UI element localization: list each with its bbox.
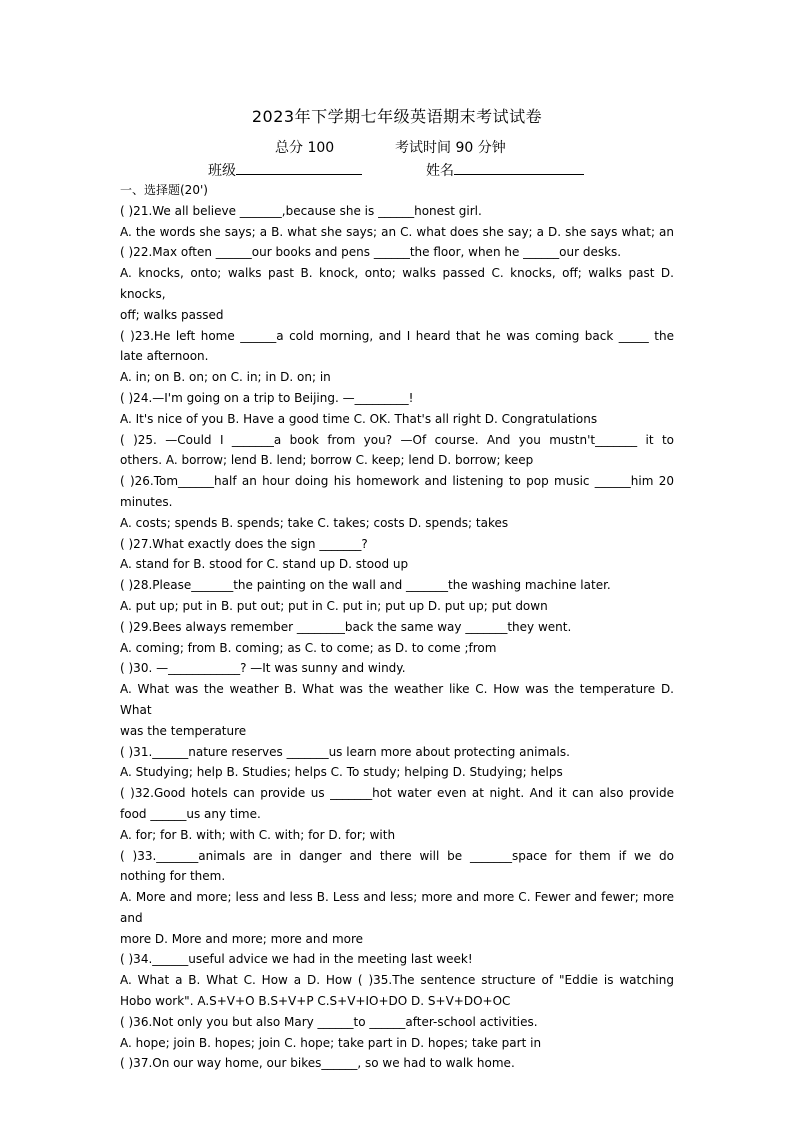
text-line: A. the words she says; a B. what she says; an C. what does she say; a D. she says what; an <box>120 224 674 239</box>
text-line: A. costs; spends B. spends; take C. takes; costs D. spends; takes <box>120 515 509 530</box>
text-line: ( )25. —Could I _______a book from you? —Of course. And you mustn't_______ it to <box>120 432 674 447</box>
text-line: ( )32.Good hotels can provide us _______hot water even at night. And it can also provide <box>120 786 674 801</box>
text-line: A. knocks, onto; walks past B. knock, onto; walks passed C. knocks, off; walks past D. knocks, <box>120 266 674 301</box>
text-line: ( )28.Please_______the painting on the wall and _______the washing machine later. <box>120 578 611 593</box>
section-title: 一、选择题(20') <box>120 183 208 197</box>
text-line: ( )24.—I'm going on a trip to Beijing. —_________! <box>120 390 414 405</box>
question-list <box>120 180 674 1074</box>
exam-time: 考试时间 90 分钟 <box>395 140 506 156</box>
text-line: others. A. borrow; lend B. lend; borrow C. keep; lend D. borrow; keep <box>120 453 534 468</box>
text-line: nothing for them. <box>120 869 226 884</box>
text-line: ( )30. —____________? —It was sunny and windy. <box>120 661 406 676</box>
text-line: Hobo work". A.S+V+O B.S+V+P C.S+V+IO+DO D. S+V+DO+OC <box>120 994 511 1009</box>
text-line: A. Studying; help B. Studies; helps C. To study; helping D. Studying; helps <box>120 765 563 780</box>
text-line: ( )33._______animals are in danger and there will be _______space for them if we do <box>120 848 674 863</box>
name-field <box>426 160 584 181</box>
name-label: 姓名 <box>426 163 454 179</box>
text-line: ( )29.Bees always remember ________back the same way _______they went. <box>120 619 572 634</box>
text-line: ( )23.He left home ______a cold morning, and I heard that he was coming back _____ the <box>120 328 674 343</box>
text-line: ( )31.______nature reserves _______us learn more about protecting animals. <box>120 744 570 759</box>
text-line: ( )27.What exactly does the sign _______? <box>120 536 368 551</box>
text-line: food ______us any time. <box>120 806 261 821</box>
text-line: A. hope; join B. hopes; join C. hope; take part in D. hopes; take part in <box>120 1035 542 1050</box>
question-lines <box>120 201 674 1074</box>
text-line: A. More and more; less and less B. Less and less; more and more C. Fewer and fewer; more and <box>120 890 674 925</box>
text-line: ( )26.Tom______half an hour doing his homework and listening to pop music ______him 20 <box>120 474 674 489</box>
text-line: A. It's nice of you B. Have a good time C. OK. That's all right D. Congratulations <box>120 411 598 426</box>
text-line: more D. More and more; more and more <box>120 931 364 946</box>
text-line: was the temperature <box>120 723 247 738</box>
text-line: minutes. <box>120 494 173 509</box>
page-title: 2023年下学期七年级英语期末考试试卷 <box>251 107 543 126</box>
text-line: ( )22.Max often ______our books and pens ______the floor, when he ______our desks. <box>120 245 622 260</box>
class-blank <box>236 160 362 175</box>
text-line: A. What a B. What C. How a D. How ( )35.The sentence structure of "Eddie is watching <box>120 973 674 988</box>
text-line: A. for; for B. with; with C. with; for D. for; with <box>120 827 396 842</box>
text-line: ( )21.We all believe _______,because she is ______honest girl. <box>120 203 482 218</box>
class-field <box>208 160 362 181</box>
class-label: 班级 <box>208 163 236 179</box>
text-line: off; walks passed <box>120 307 224 322</box>
text-line: A. in; on B. on; on C. in; in D. on; in <box>120 370 331 385</box>
text-line: ( )36.Not only you but also Mary ______to ______after-school activities. <box>120 1014 538 1029</box>
text-line: ( )37.On our way home, our bikes______, so we had to walk home. <box>120 1056 515 1071</box>
name-blank <box>454 160 584 175</box>
text-line: A. stand for B. stood for C. stand up D. stood up <box>120 557 409 572</box>
text-line: A. What was the weather B. What was the weather like C. How was the temperature D. What <box>120 682 674 717</box>
text-line: A. coming; from B. coming; as C. to come; as D. to come ;from <box>120 640 497 655</box>
text-line: A. put up; put in B. put out; put in C. put in; put up D. put up; put down <box>120 598 548 613</box>
total-score: 总分 100 <box>275 140 335 156</box>
text-line: late afternoon. <box>120 349 209 364</box>
text-line: ( )34.______useful advice we had in the meeting last week! <box>120 952 473 967</box>
